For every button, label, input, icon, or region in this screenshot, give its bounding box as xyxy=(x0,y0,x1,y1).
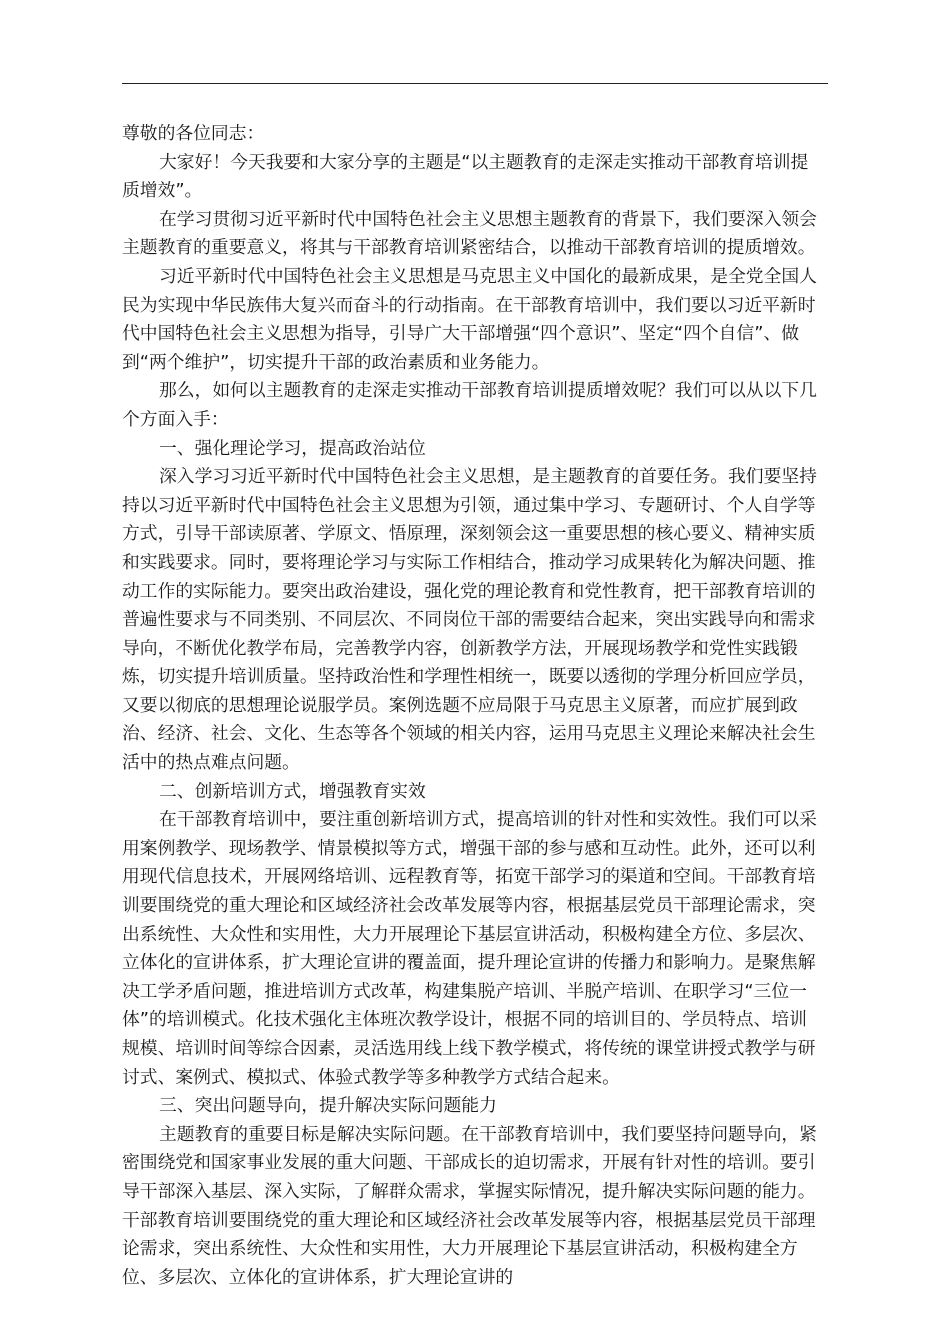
paragraph-intro: 大家好！今天我要和大家分享的主题是“以主题教育的走深走实推动干部教育培训提质增效”。 xyxy=(122,151,809,202)
section-heading-1: 一、强化理论学习，提高政治站位 xyxy=(159,437,426,459)
section-heading-3: 三、突出问题导向，提升解决实际问题能力 xyxy=(159,1095,497,1117)
paragraph-section-3: 主题教育的重要目标是解决实际问题。在干部教育培训中，我们要坚持问题导向，紧密围绕党和国家事业发展的重大问题、干部成长的迫切需求，开展有针对性的培训。要引导干部深入基层、深入实际，了解群众需求，掌握实际情况，提升解决实际问题的能力。干部教育培训要围绕党的重大理论和区域经济社会改革发展等内容，根据基层党员干部理论需求，突出系统性、大众性和实用性，大力开展理论下基层宣讲活动，积极构建全方位、多层次、立体化的宣讲体系，扩大理论宣讲的 xyxy=(122,1123,817,1288)
paragraph-question: 那么，如何以主题教育的走深走实推动干部教育培训提质增效呢？我们可以从以下几个方面入手： xyxy=(122,380,817,430)
section-heading-2: 二、创新培训方式，增强教育实效 xyxy=(159,780,426,802)
paragraph-background: 在学习贯彻习近平新时代中国特色社会主义思想主题教育的背景下，我们要深入领会主题教育的重要意义，将其与干部教育培训紧密结合，以推动干部教育培训的提质增效。 xyxy=(122,208,817,259)
paragraph-section-1: 深入学习习近平新时代中国特色社会主义思想，是主题教育的首要任务。我们要坚持持以习近平新时代中国特色社会主义思想为引领，通过集中学习、专题研讨、个人自学等方式，引导干部读原著、学原文、悟原理，深刻领会这一重要思想的核心要义、精神实质和实践要求。同时，要将理论学习与实际工作相结合，推动学习成果转化为解决问题、推动工作的实际能力。要突出政治建设，强化党的理论教育和党性教育，把干部教育培训的普遍性要求与不同类别、不同层次、不同岗位干部的需要结合起来，突出实践导向和需求导向，不断优化教学布局，完善教学内容，创新教学方法，开展现场教学和党性实践锻炼，切实提升培训质量。坚持政治性和学理性相统一，既要以透彻的学理分析回应学员，又要以彻底的思想理论说服学员。案例选题不应局限于马克思主义原著，而应扩展到政治、经济、社会、文化、生态等各个领域的相关内容，运用马克思主义理论来解决社会生活中的热点难点问题。 xyxy=(122,466,817,774)
greeting: 尊敬的各位同志： xyxy=(122,123,265,144)
header-rule xyxy=(122,83,828,84)
paragraph-section-2: 在干部教育培训中，要注重创新培训方式，提高培训的针对性和实效性。我们可以采用案例教学、现场教学、情景模拟等方式，增强干部的参与感和互动性。此外，还可以利用现代信息技术，开展网络培训、远程教育等，拓宽干部学习的渠道和空间。干部教育培训要围绕党的重大理论和区域经济社会改革发展等内容，根据基层党员干部理论需求，突出系统性、大众性和实用性，大力开展理论下基层宣讲活动，积极构建全方位、多层次、立体化的宣讲体系，扩大理论宣讲的覆盖面，提升理论宣讲的传播力和影响力。是聚焦解决工学矛盾问题，推进培训方式改革，构建集脱产培训、半脱产培训、在职学习“三位一体”的培训模式。化技术强化主体班次教学设计，根据不同的培训目的、学员特点、培训规模、培训时间等综合因素，灵活选用线上线下教学模式，将传统的课堂讲授式教学与研讨式、案例式、模拟式、体验式教学等多种教学方式结合起来。 xyxy=(122,809,817,1088)
paragraph-thought: 习近平新时代中国特色社会主义思想是马克思主义中国化的最新成果，是全党全国人民为实现中华民族伟大复兴而奋斗的行动指南。在干部教育培训中，我们要以习近平新时代中国特色社会主义思想为指导，引导广大干部增强“四个意识”、坚定“四个自信”、做到“两个维护”，切实提升干部的政治素质和业务能力。 xyxy=(122,265,817,373)
document-body xyxy=(122,120,820,1292)
